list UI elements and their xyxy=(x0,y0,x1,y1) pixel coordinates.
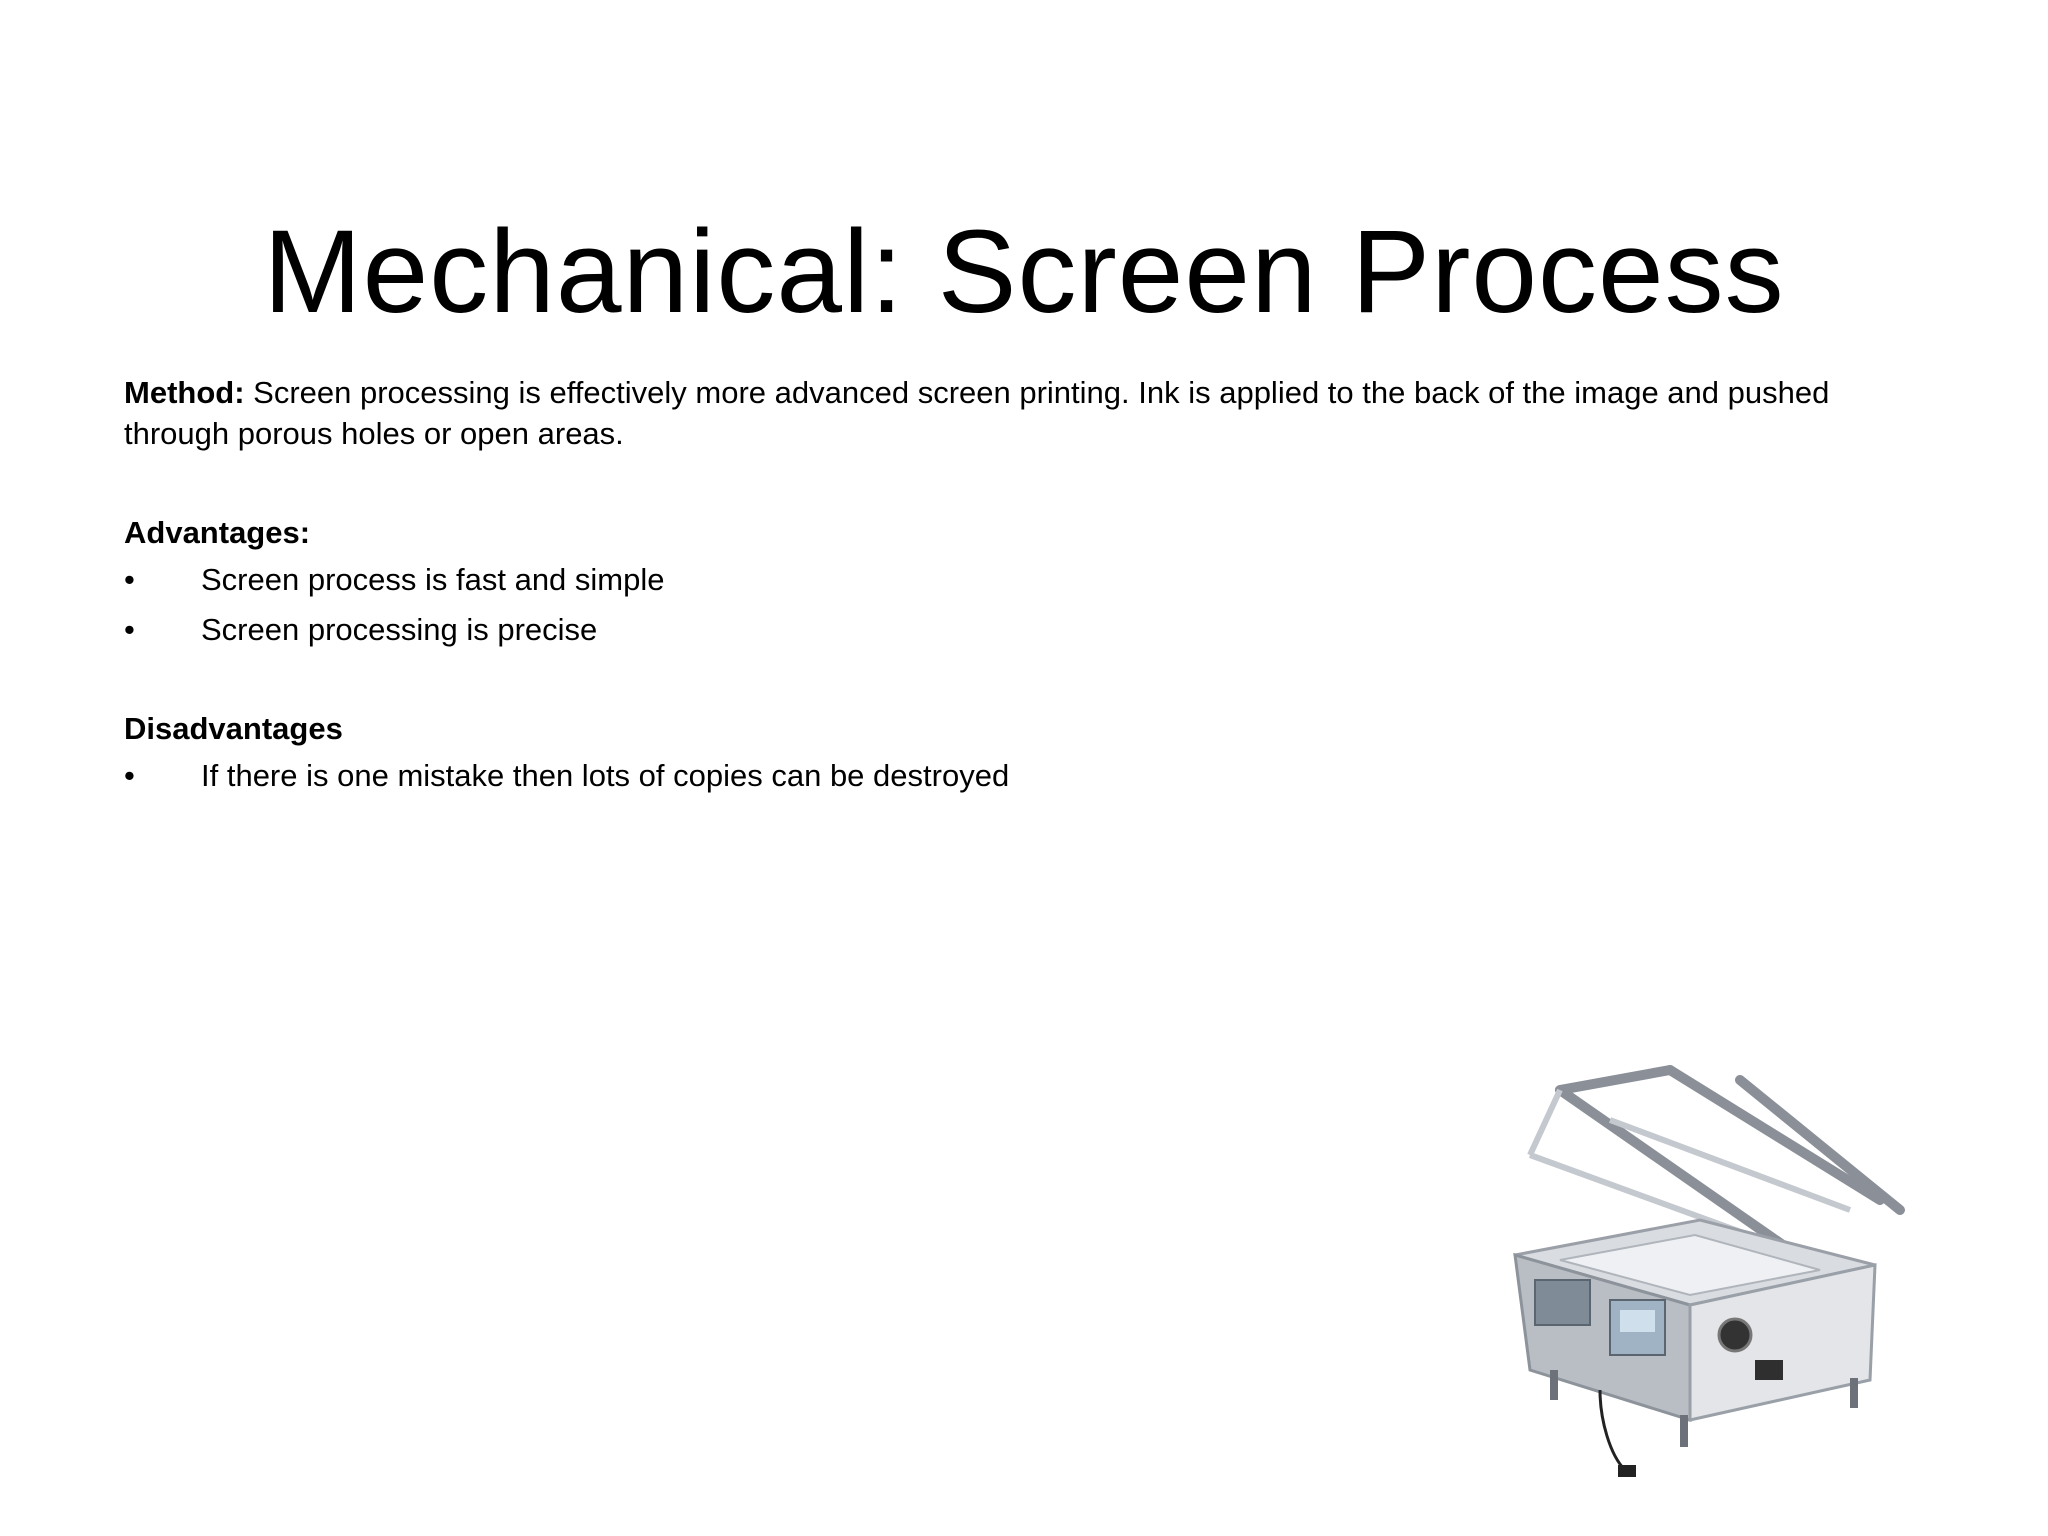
bullet-icon: • xyxy=(124,758,135,793)
bullet-icon: • xyxy=(124,612,135,647)
slide-body xyxy=(124,372,1884,805)
advantage-text: Screen process is fast and simple xyxy=(201,562,665,597)
disadvantages-heading: Disadvantages xyxy=(124,711,343,746)
list-item xyxy=(124,755,1884,796)
screen-frame xyxy=(1560,1070,1900,1250)
advantages-list xyxy=(124,559,1884,650)
screen-printing-machine-image xyxy=(1490,1060,1940,1500)
method-text: Screen processing is effectively more advanced screen printing. Ink is applied to the back of the image and pushed through porous holes or open areas. xyxy=(124,375,1830,451)
slide-title: Mechanical: Screen Process xyxy=(263,206,1785,339)
disadvantages-list xyxy=(124,755,1884,796)
method-paragraph xyxy=(124,372,1884,454)
list-item xyxy=(124,609,1884,650)
method-label: Method: xyxy=(124,375,245,410)
list-item xyxy=(124,559,1884,600)
bullet-icon: • xyxy=(124,562,135,597)
advantage-text: Screen processing is precise xyxy=(201,612,598,647)
disadvantage-text: If there is one mistake then lots of copies can be destroyed xyxy=(201,758,1010,793)
advantages-heading: Advantages: xyxy=(124,515,311,550)
